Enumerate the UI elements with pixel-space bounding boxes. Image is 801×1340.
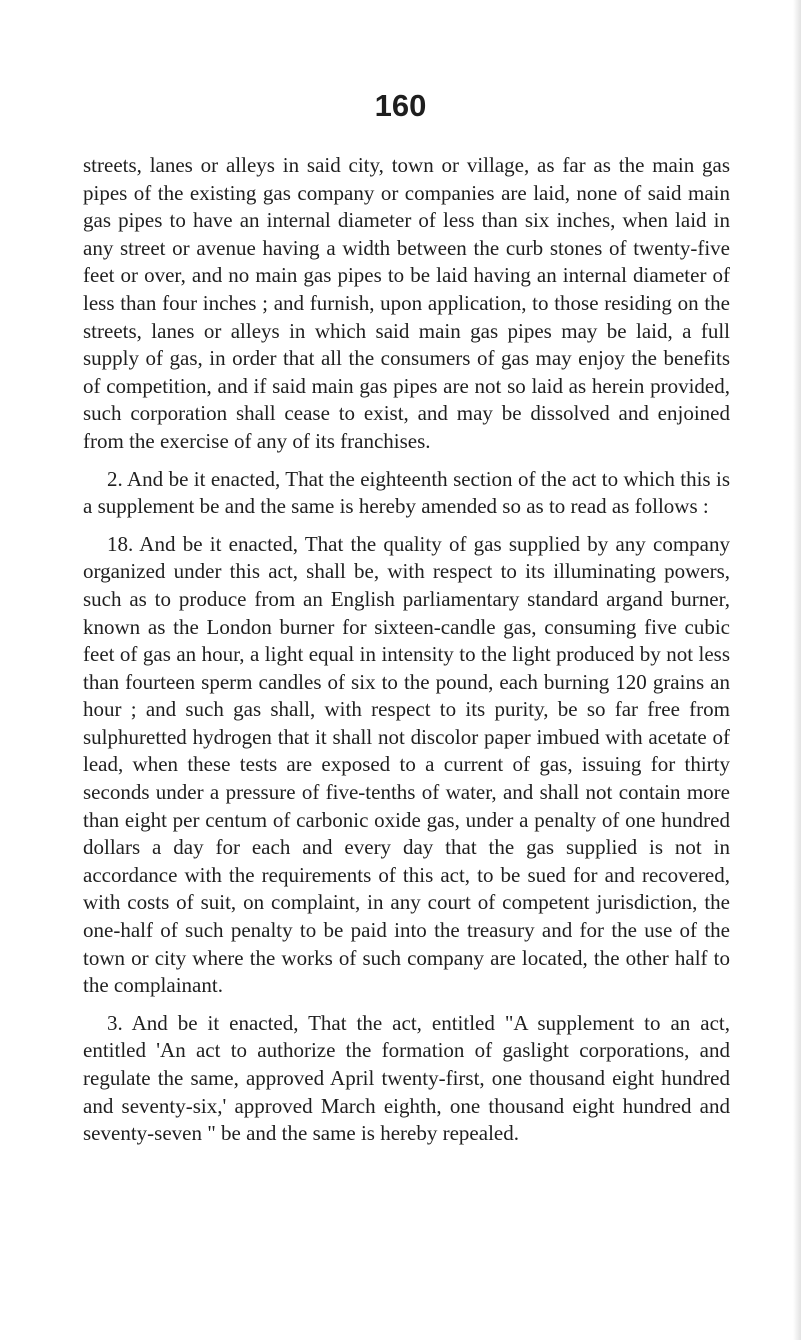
paragraph-continuation: streets, lanes or alleys in said city, town or village, as far as the main gas pipes of the existing gas company or companies are laid, none of said main gas pipes to have an internal diameter of less than six inches, when laid in any street or avenue having a width between the curb stones of twenty-five feet or over, and no main gas pipes to be laid having an internal diameter of less than four inches ; and furnish, upon application, to those residing on the streets, lanes or alleys in which said main gas pipes may be laid, a full supply of gas, in order that all the consumers of gas may enjoy the benefits of competition, and if said main gas pipes are not so laid as herein provided, such corporation shall cease to exist, and may be dissolved and enjoined from the exercise of any of its franchises. — [83, 153, 730, 453]
paragraph-section-18: 18. And be it enacted, That the quality of gas supplied by any company organized under this act, shall be, with respect to its illuminating powers, such as to produce from an English parliamentary standard argand burner, known as the London burner for sixteen-candle gas, consuming five cubic feet of gas an hour, a light equal in intensity to the light produced by not less than fourteen sperm candles of six to the pound, each burning 120 grains an hour ; and such gas shall, with respect to its purity, be so far free from sulphuretted hydrogen that it shall not discolor paper imbued with acetate of lead, when these tests are exposed to a current of gas, issuing for thirty seconds under a pressure of five-tenths of water, and shall not contain more than eight per centum of carbonic oxide gas, under a penalty of one hundred dollars a day for each and every day that the gas supplied is not in accordance with the requirements of this act, to be sued for and recovered, with costs of suit, on complaint, in any court of competent jurisdiction, the one-half of such penalty to be paid into the treasury and for the use of the town or city where the works of such company are located, the other half to the complainant. — [83, 531, 730, 998]
page-edge-shadow — [793, 0, 801, 1340]
paragraph-section-3: 3. And be it enacted, That the act, entitled "A supplement to an act, entitled 'An act to authorize the formation of gaslight corporations, and regulate the same, approved April twenty-first, one thousand eight hundred and seventy-six,' approved March eighth, one thousand eight hundred and seventy-seven " be and the same is hereby repealed. — [83, 1010, 730, 1146]
paragraph-section-2: 2. And be it enacted, That the eighteenth section of the act to which this is a supplement be and the same is hereby amended so as to read as follows : — [83, 466, 730, 519]
page-number: 160 — [374, 88, 427, 123]
body-text — [83, 152, 730, 1148]
